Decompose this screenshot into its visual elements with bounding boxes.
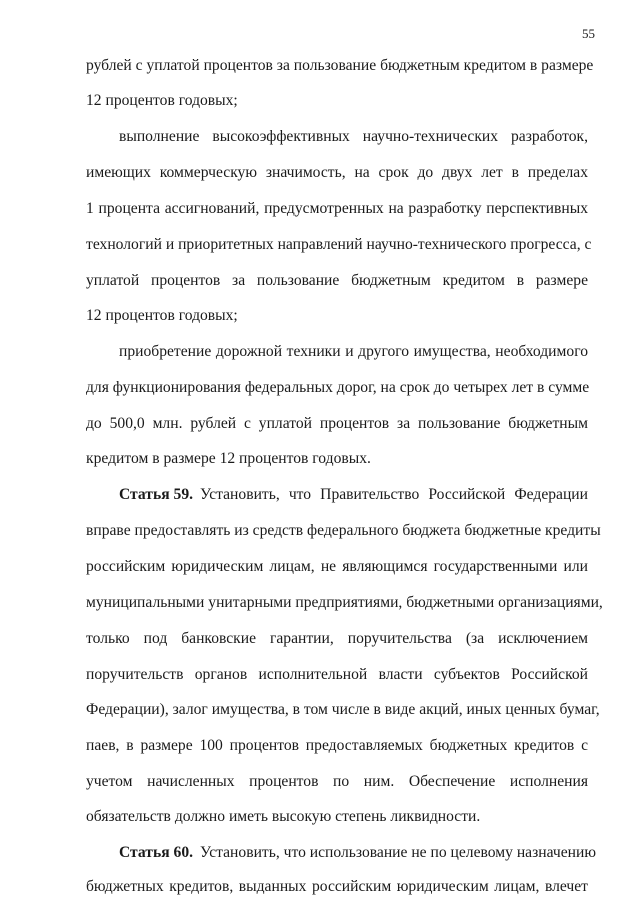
text-line: Установить, что Правительство Российской Федерации: [200, 486, 588, 503]
text-line: 12 процентов годовых;: [86, 307, 238, 324]
text-line: 12 процентов годовых;: [86, 92, 238, 109]
text-line: учетом начисленных процентов по ним. Обеспечение исполнения: [86, 773, 588, 790]
text-line: Федерации), залог имущества, в том числе в виде акций, иных ценных бумаг,: [86, 701, 600, 718]
text-line: Установить, что использование не по целевому назначению: [200, 844, 596, 861]
text-line: приобретение дорожной техники и другого имущества, необходимого: [119, 343, 588, 360]
text-line: российским юридическим лицам, не являющимся государственными или: [86, 558, 588, 575]
text-line: рублей с уплатой процентов за пользование бюджетным кредитом в размере: [86, 57, 594, 74]
text-line: муниципальными унитарными предприятиями, бюджетными организациями,: [86, 594, 603, 611]
article-60-first-line: [119, 844, 596, 862]
article-heading: Статья 59.: [119, 486, 194, 503]
text-line: бюджетных кредитов, выданных российским юридическим лицам, влечет: [86, 878, 588, 895]
text-line: выполнение высокоэффективных научно-технических разработок,: [119, 128, 588, 145]
text-line: вправе предоставлять из средств федерального бюджета бюджетные кредиты: [86, 522, 601, 539]
text-line: до 500,0 млн. рублей с уплатой процентов за пользование бюджетным: [86, 415, 588, 432]
article-heading: Статья 60.: [119, 844, 194, 861]
text-line: только под банковские гарантии, поручительства (за исключением: [86, 630, 588, 647]
text-line: уплатой процентов за пользование бюджетным кредитом в размере: [86, 272, 588, 289]
text-line: паев, в размере 100 процентов предоставляемых бюджетных кредитов с: [86, 737, 588, 754]
text-line: для функционирования федеральных дорог, на срок до четырех лет в сумме: [86, 379, 590, 396]
text-line: 1 процента ассигнований, предусмотренных на разработку перспективных: [86, 200, 588, 217]
text-line: обязательств должно иметь высокую степень ликвидности.: [86, 808, 481, 825]
article-59-first-line: [119, 486, 588, 504]
text-line: технологий и приоритетных направлений научно-технического прогресса, с: [86, 236, 592, 253]
page-number: 55: [582, 26, 595, 41]
text-line: кредитом в размере 12 процентов годовых.: [86, 450, 371, 467]
text-line: имеющих коммерческую значимость, на срок до двух лет в пределах: [86, 164, 588, 181]
text-line: поручительств органов исполнительной власти субъектов Российской: [86, 666, 588, 683]
